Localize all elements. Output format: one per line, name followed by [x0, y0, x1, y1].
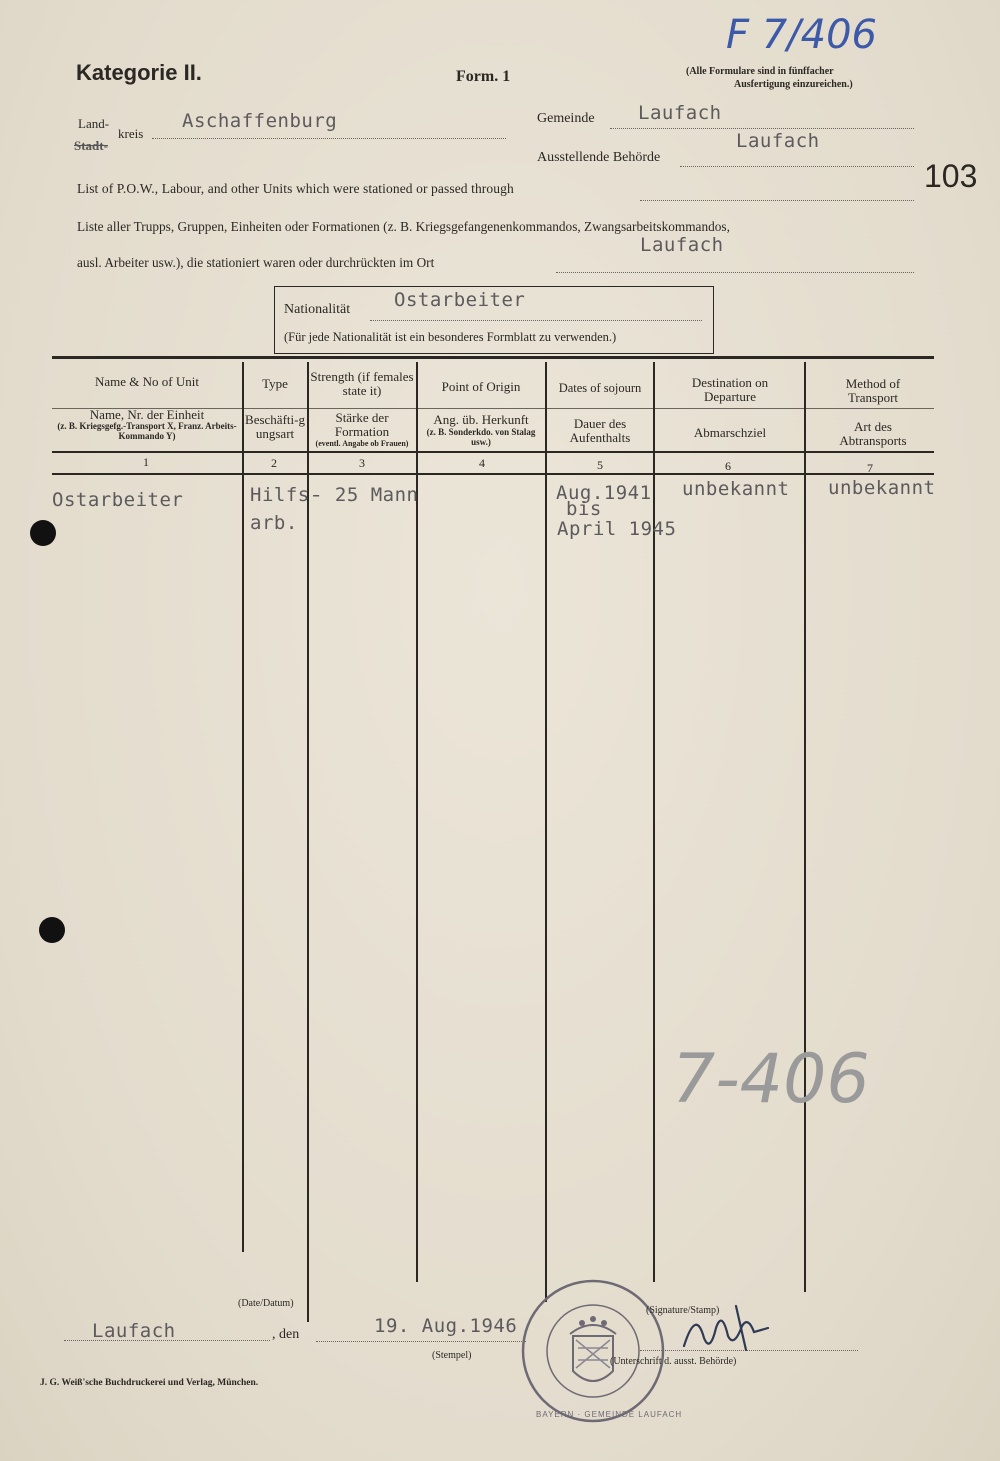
stamp-text: BAYERN · GEMEINDE LAUFACH: [536, 1410, 683, 1419]
col2-header-en: Type: [262, 376, 288, 391]
ort-line: [556, 272, 914, 273]
row-transport: unbekannt: [828, 477, 936, 499]
page-number: 103: [924, 158, 978, 194]
col4-number: 4: [479, 456, 485, 470]
behoerde-value: Laufach: [736, 130, 820, 152]
signature-label: (Signature/Stamp): [646, 1305, 720, 1316]
signature-label-de: (Unterschrift d. ausst. Behörde): [610, 1356, 737, 1367]
col-sep-5: [653, 362, 655, 1282]
list-en-line: [640, 200, 914, 201]
col7-header-en: Method of Transport: [845, 376, 901, 405]
footer-place-line: [64, 1340, 270, 1341]
col6-header-en: Destination on Departure: [691, 375, 769, 404]
file-reference: F 7/406: [726, 12, 877, 58]
official-stamp: [518, 1276, 668, 1426]
stadt-label-struck: Stadt-: [74, 138, 108, 153]
list-description-en: List of P.O.W., Labour, and other Units which were stationed or passed through: [77, 181, 514, 196]
stamp-seal-icon: [518, 1276, 668, 1426]
pencil-annotation: 7-406: [672, 1040, 870, 1119]
row-unit: Ostarbeiter: [52, 489, 184, 511]
col4-header-de: Ang. üb. Herkunft: [433, 412, 529, 427]
signature-scribble: [676, 1298, 776, 1358]
list-description-de-1: Liste aller Trupps, Gruppen, Einheiten oder Formationen (z. B. Kriegsgefangenenkommandos, Zwangsarbeitskommandos,: [77, 219, 730, 234]
col6-header-de: Abmarschziel: [693, 425, 767, 440]
col7-header-de: Art des Abtransports: [839, 419, 907, 448]
row-type-1: Hilfs-: [250, 484, 322, 506]
gemeinde-label: Gemeinde: [537, 111, 595, 126]
col1-header-de-small: (z. B. Kriegsgefg.-Transport X, Franz. Arbeits-Kommando Y): [57, 421, 237, 441]
col1-header-en: Name & No of Unit: [95, 374, 199, 389]
row-dates-1: Aug.1941: [556, 482, 652, 504]
footer-date-line: [316, 1341, 526, 1342]
col6-number: 6: [725, 459, 731, 473]
table-numbers-bottom: [52, 473, 934, 475]
col-sep-1: [242, 362, 244, 1252]
behoerde-label: Ausstellende Behörde: [537, 150, 661, 165]
punch-hole-top: [30, 520, 56, 546]
table-header-bottom: [52, 451, 934, 453]
row-type-2: arb.: [250, 512, 298, 534]
ort-value: Laufach: [640, 234, 724, 256]
nationality-value: Ostarbeiter: [394, 289, 526, 311]
behoerde-line: [680, 166, 914, 167]
landkreis-value: Aschaffenburg: [182, 110, 338, 132]
handwritten-signature-icon: [676, 1298, 776, 1358]
kreis-label: kreis: [118, 126, 144, 141]
category-title: Kategorie II.: [76, 60, 202, 85]
row-destination: unbekannt: [682, 478, 790, 500]
col3-number: 3: [359, 456, 365, 470]
row-dates-3: April 1945: [557, 518, 677, 540]
col1-number: 1: [143, 455, 149, 469]
col1-header-de: Name, Nr. der Einheit: [89, 407, 205, 422]
list-description-de-2: ausl. Arbeiter usw.), die stationiert waren oder durchrückten im Ort: [77, 255, 435, 270]
col4-header-en: Point of Origin: [441, 379, 521, 394]
row-dates-2: bis: [566, 498, 602, 520]
footer-den: , den: [272, 1327, 300, 1342]
punch-hole-bottom: [39, 917, 65, 943]
col4-header-de-small: (z. B. Sonderkdo. von Stalag usw.): [426, 427, 536, 447]
row-strength: - 25 Mann: [311, 484, 419, 506]
footer-date: 19. Aug.1946: [374, 1315, 518, 1337]
col-sep-2: [307, 362, 309, 1322]
col2-header-de: Beschäfti-gungsart: [245, 412, 305, 441]
nationality-line: [370, 320, 702, 321]
landkreis-line: [152, 138, 506, 139]
col-sep-6: [804, 362, 806, 1292]
table-top-rule: [52, 356, 934, 359]
land-label: Land-: [78, 116, 110, 131]
stamp-label: (Stempel): [432, 1350, 472, 1361]
gemeinde-value: Laufach: [638, 102, 722, 124]
col5-header-de: Dauer des Aufenthalts: [569, 416, 631, 445]
gemeinde-line: [610, 128, 914, 129]
copies-note-1: (Alle Formulare sind in fünffacher: [686, 66, 834, 77]
footer-place: Laufach: [92, 1320, 176, 1342]
col-sep-4: [545, 362, 547, 1302]
col5-number: 5: [597, 458, 603, 472]
col3-header-de: Stärke der Formation: [334, 410, 390, 439]
col7-number: 7: [867, 461, 873, 475]
copies-note-2: Ausfertigung einzureichen.): [734, 79, 853, 90]
col5-header-en: Dates of sojourn: [558, 381, 642, 395]
form-number: Form. 1: [456, 68, 511, 85]
col3-header-en: Strength (if females state it): [310, 369, 414, 398]
col2-number: 2: [271, 456, 277, 470]
printer-imprint: J. G. Weiß'sche Buchdruckerei und Verlag, München.: [40, 1378, 259, 1388]
nationality-note: (Für jede Nationalität ist ein besonderes Formblatt zu verwenden.): [284, 330, 617, 344]
col3-header-de-small: (eventl. Angabe ob Frauen): [315, 439, 409, 448]
date-label: (Date/Datum): [238, 1298, 294, 1309]
nationality-label: Nationalität: [284, 302, 351, 317]
